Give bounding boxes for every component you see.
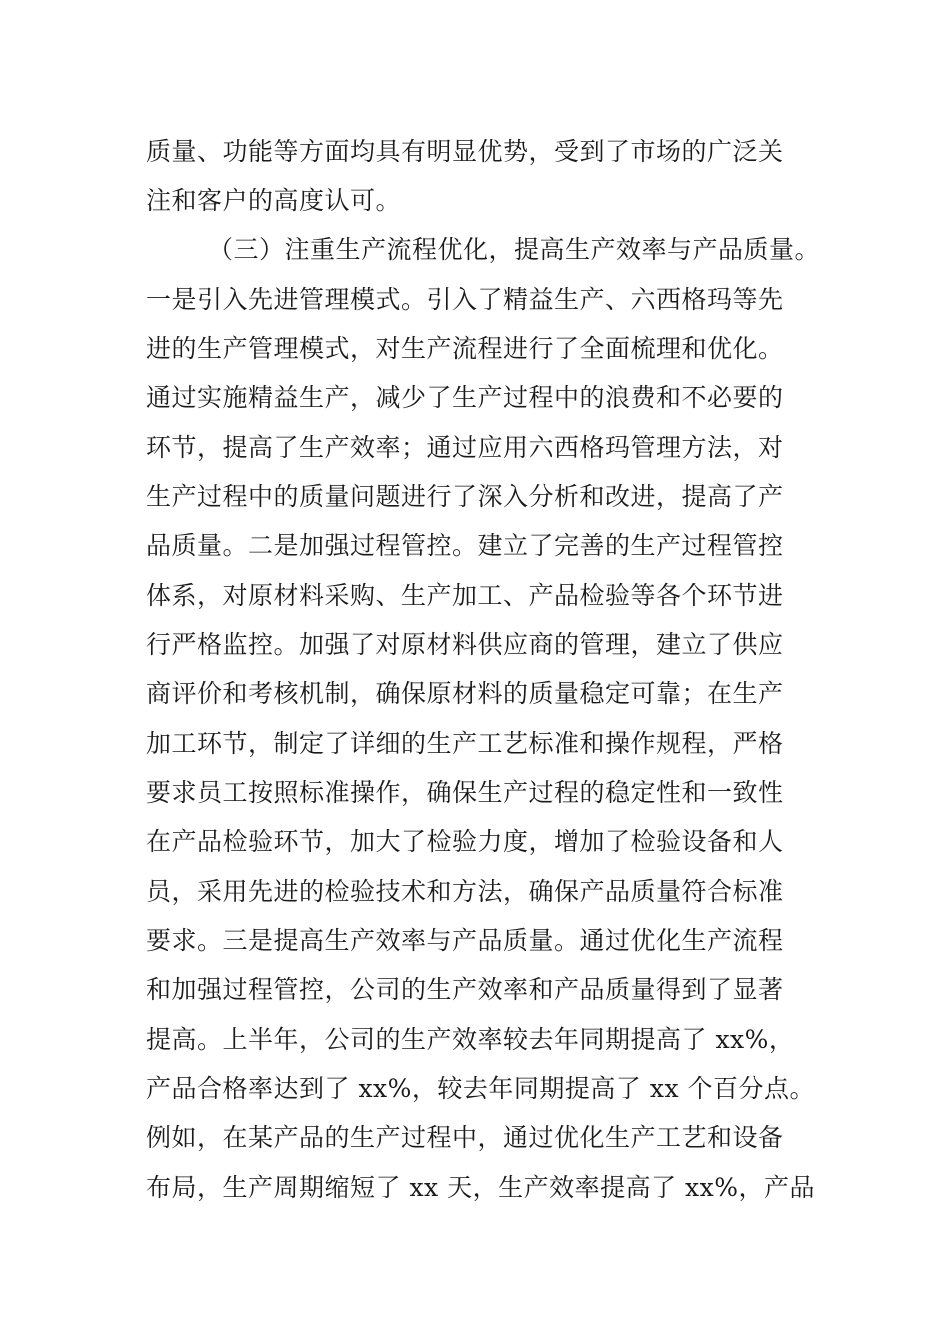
text-line: 在产品检验环节，加大了检验力度，增加了检验设备和人 — [146, 827, 784, 856]
section-heading: （三）注重生产流程优化，提高生产效率与产品质量。 — [208, 235, 821, 264]
text-line: 生产过程中的质量问题进行了深入分析和改进，提高了产 — [146, 482, 784, 511]
text-line: 和加强过程管控，公司的生产效率和产品质量得到了显著 — [146, 975, 784, 1004]
text-line: 员，采用先进的检验技术和方法，确保产品质量符合标准 — [146, 877, 784, 906]
text-line: 产品合格率达到了 xx%，较去年同期提高了 xx 个百分点。 — [146, 1074, 815, 1103]
text-line: 商评价和考核机制，确保原材料的质量稳定可靠；在生产 — [146, 679, 784, 708]
text-line: 加工环节，制定了详细的生产工艺标准和操作规程，严格 — [146, 729, 784, 758]
text-line: 要求员工按照标准操作，确保生产过程的稳定性和一致性 — [146, 778, 784, 807]
text-line: 例如，在某产品的生产过程中，通过优化生产工艺和设备 — [146, 1123, 784, 1152]
text-line: 注和客户的高度认可。 — [146, 186, 402, 215]
text-line: 品质量。二是加强过程管控。建立了完善的生产过程管控 — [146, 531, 784, 560]
text-line: 布局，生产周期缩短了 xx 天，生产效率提高了 xx%，产品 — [146, 1173, 815, 1202]
text-line: 通过实施精益生产，减少了生产过程中的浪费和不必要的 — [146, 383, 784, 412]
text-line: 要求。三是提高生产效率与产品质量。通过优化生产流程 — [146, 926, 784, 955]
text-line: 提高。上半年，公司的生产效率较去年同期提高了 xx%， — [146, 1025, 795, 1054]
text-line: 进的生产管理模式，对生产流程进行了全面梳理和优化。 — [146, 334, 784, 363]
text-line: 一是引入先进管理模式。引入了精益生产、六西格玛等先 — [146, 285, 784, 314]
text-line: 环节，提高了生产效率；通过应用六西格玛管理方法，对 — [146, 433, 784, 462]
text-line: 行严格监控。加强了对原材料供应商的管理，建立了供应 — [146, 630, 784, 659]
text-line: 体系，对原材料采购、生产加工、产品检验等各个环节进 — [146, 581, 784, 610]
text-line: 质量、功能等方面均具有明显优势，受到了市场的广泛关 — [146, 137, 784, 166]
